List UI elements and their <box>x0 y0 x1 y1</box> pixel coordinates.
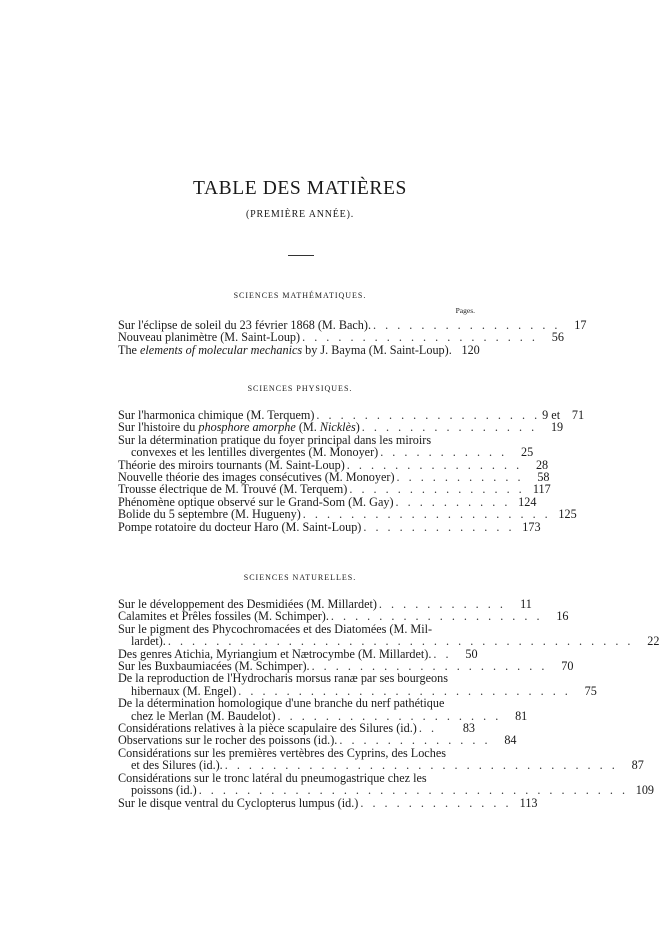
page-number: 11 <box>520 597 532 611</box>
page-number: 16 <box>556 609 569 624</box>
toc-entry: Calamites et Prêles fossiles (M. Schimper). . . . . . . . . . . . . . . . . . . 16 <box>118 609 569 624</box>
toc-entry: De la reproduction de l'Hydrocharis morsus ranæ par ses bourgeons hibernaux (M. Engel) . . . . . . . . . . . . . . . . . . . . . . . . . . . . 75 <box>118 671 597 698</box>
page-number: 75 <box>584 683 597 698</box>
toc-entry: Trousse électrique de M. Trouvé (M. Terquem) . . . . . . . . . . . . . . . 117 <box>118 482 551 497</box>
page-number: 87 <box>631 758 644 773</box>
toc-entry: Sur l'éclipse de soleil du 23 février 1868 (M. Bach). . . . . . . . . . . . . . . . . 17 <box>118 318 587 332</box>
page-number: 117 <box>532 482 551 497</box>
toc-entry: Considérations sur les premières vertèbres des Cyprins, des Loches et des Silures (id.). . . . . . . . . . . . . . . . . . . . . . . . . . . . . . . . . . 87 <box>118 745 644 773</box>
toc-entry: Théorie des miroirs tournants (M. Saint-Loup) . . . . . . . . . . . . . . . 28 <box>118 457 549 472</box>
page-number: 17 <box>574 318 587 332</box>
toc-list-naturelles <box>118 597 659 810</box>
section-heading-mathematiques: SCIENCES MATHÉMATIQUES. <box>233 291 367 300</box>
page-number: 109 <box>635 783 655 798</box>
page-number: 56 <box>551 330 564 345</box>
page-number: 50 <box>465 646 478 661</box>
page-number: 71 <box>571 408 585 422</box>
toc-list-physiques <box>118 408 585 534</box>
page-number: 81 <box>515 708 528 723</box>
page-subtitle: (PREMIÈRE ANNÉE). <box>245 209 355 220</box>
page-number: 22 <box>647 634 659 649</box>
page-number: 83 <box>462 721 475 736</box>
toc-entry: Sur la détermination pratique du foyer principal dans les miroirs convexes et les lentilles divergentes (M. Monoyer) . . . . . . . . . . . 25 <box>118 432 534 460</box>
toc-entry: Sur le développement des Desmidiées (M. Millardet) . . . . . . . . . . . 11 <box>118 597 532 611</box>
section-heading-naturelles: SCIENCES NATURELLES. <box>243 573 357 582</box>
page-number: 125 <box>558 507 577 522</box>
pages-column-label: Pages. <box>455 306 475 315</box>
toc-entry: De la détermination homologique d'une branche du nerf pathétique chez le Merlan (M. Baudelot) . . . . . . . . . . . . . . . . . . . 81 <box>118 696 528 723</box>
page-title: TABLE DES MATIÈRES <box>193 178 407 199</box>
page-number: 58 <box>537 470 550 485</box>
page-number: 70 <box>561 659 574 674</box>
toc-entry: Considérations sur le tronc latéral du pneumogastrique chez les poissons (id.) . . . . . . . . . . . . . . . . . . . . . . . . . . . . . . . . . . . . 109 <box>118 770 655 798</box>
toc-entry: Nouvelle théorie des images consécutives (M. Monoyer) . . . . . . . . . . . 58 <box>118 470 550 485</box>
toc-entry: Sur l'histoire du phosphore amorphe (M. Nicklès) . . . . . . . . . . . . . . . 19 <box>118 420 564 435</box>
section-heading-physiques: SCIENCES PHYSIQUES. <box>247 384 353 393</box>
page-number: 84 <box>504 733 517 748</box>
toc-entry: Nouveau planimètre (M. Saint-Loup) . . . . . . . . . . . . . . . . . . . . 56 <box>118 330 564 345</box>
page-number: 113 <box>519 795 538 810</box>
page-number: 28 <box>535 457 549 472</box>
page-number: 173 <box>522 519 541 534</box>
page-number: 19 <box>550 420 564 435</box>
toc-entry: Sur le disque ventral du Cyclopterus lumpus (id.) . . . . . . . . . . . . . 113 <box>118 795 538 810</box>
toc-entry: The elements of molecular mechanics by J. Bayma (M. Saint-Loup). 120 <box>118 342 480 357</box>
title-divider <box>288 255 314 256</box>
toc-list-mathematiques <box>118 318 587 357</box>
toc-entry: Considérations relatives à la pièce scapulaire des Silures (id.) . . 83 <box>118 721 475 736</box>
page-number: 25 <box>520 445 534 460</box>
page-number: 124 <box>518 494 537 509</box>
toc-entry: Des genres Atichia, Myriangium et Nætrocymbe (M. Millardet). . . 50 <box>118 646 478 661</box>
toc-entry: Phénomène optique observé sur le Grand-Som (M. Gay) . . . . . . . . . . 124 <box>118 494 537 509</box>
toc-entry: Sur l'harmonica chimique (M. Terquem) . . . . . . . . . . . . . . . . . . . 9 et 71 <box>118 408 585 422</box>
toc-entry: Bolide du 5 septembre (M. Hugueny) . . . . . . . . . . . . . . . . . . . . . 125 <box>118 507 577 522</box>
toc-entry: Pompe rotatoire du docteur Haro (M. Saint-Loup) . . . . . . . . . . . . . 173 <box>118 519 541 534</box>
page-number: 120 <box>461 342 480 357</box>
toc-entry: Sur le pigment des Phycochromacées et des Diatomées (M. Mil- lardet). . . . . . . . . . . . . . . . . . . . . . . . . . . . . . . . . . . . . . . . 22 <box>118 621 659 649</box>
toc-entry: Observations sur le rocher des poissons (id.). . . . . . . . . . . . . . 84 <box>118 733 517 748</box>
toc-entry: Sur les Buxbaumiacées (M. Schimper). . . . . . . . . . . . . . . . . . . . . 70 <box>118 659 574 674</box>
